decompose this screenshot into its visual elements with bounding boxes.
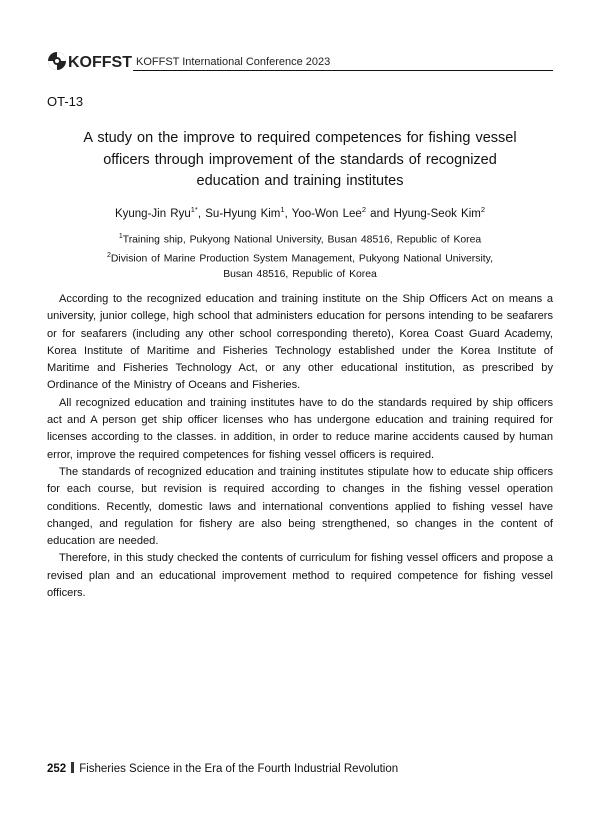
abstract-paragraph: All recognized education and training institutes have to do the standards required by ship officers act and A person get ship officer licenses who has undergone education and training required for licenses according to the classes. in addition, in order to reduce marine accidents caused by human error, improve the required competences for fishing vessel officers is required.	[47, 396, 553, 461]
author-affil-mark: 1	[280, 205, 285, 214]
author-separator: ,	[197, 207, 206, 220]
page-footer	[47, 762, 398, 775]
title-line: A study on the improve to required competences for fishing vessel	[83, 130, 517, 146]
book-title: Fisheries Science in the Era of the Fourth Industrial Revolution	[79, 763, 399, 775]
logo-wordmark: KOFFST	[68, 54, 132, 71]
footer-bar-divider	[71, 762, 74, 773]
affil-text: Busan 48516, Republic of Korea	[223, 268, 377, 280]
title-line: education and training institutes	[196, 173, 404, 189]
author-affil-mark: 2	[480, 205, 486, 214]
author-separator: ,	[284, 207, 292, 220]
author-name: Su-Hyung Kim	[205, 207, 281, 220]
author-name: Yoo-Won Lee	[291, 207, 362, 220]
paper-title	[70, 128, 530, 193]
author-affil-mark: 2	[361, 205, 366, 214]
affiliation-line	[60, 229, 540, 248]
title-line: officers through improvement of the standards of recognized	[103, 151, 497, 168]
affiliations	[60, 229, 540, 282]
abstract-body	[47, 291, 553, 602]
page-header	[47, 51, 553, 73]
affil-text: Training ship, Pukyong National University, Busan 48516, Republic of Korea	[122, 234, 482, 246]
affiliation-line	[60, 267, 540, 283]
koffst-logo	[47, 51, 133, 71]
page-number: 252	[47, 763, 67, 775]
author-name: Hyung-Seok Kim	[393, 207, 481, 220]
author-name: Kyung-Jin Ryu	[114, 207, 191, 220]
author-affil-mark: 1*	[190, 205, 198, 214]
koffst-swirl-icon	[48, 52, 66, 70]
paper-code: OT-13	[47, 94, 84, 109]
author-separator: and	[365, 207, 394, 220]
author-list	[47, 205, 553, 220]
affil-mark: 1	[118, 233, 123, 240]
header-rule	[133, 70, 553, 71]
abstract-paragraph: According to the recognized education and training institute on the Ship Officers Act on means a university, junior college, high school that administers education for persons intending to be seafarers or for seafarers (including any other school corresponding thereto), Korea Coast Guard Academy, Korea Institute of Maritime and Fisheries Technology established under the Korea Institute of Maritime and Fisheries Technology Act, or any other educational institution, as prescribed by Ordinance of the Ministry of Oceans and Fisheries.	[47, 293, 553, 392]
abstract-paragraph: The standards of recognized education and training institutes stipulate how to educate ship officers for each course, but revision is required according to changes in the fishing vessel operation conditions. Recently, domestic laws and international conventions applied to fishing vessel have changed, and regulation for fishery are also being strengthened, so changes in the content of education are needed.	[47, 465, 553, 548]
conference-name: KOFFST International Conference 2023	[136, 56, 331, 68]
abstract-paragraph: Therefore, in this study checked the contents of curriculum for fishing vessel officers and propose a revised plan and an educational improvement method to required competence for fishing vessel officers.	[47, 552, 553, 600]
affiliation-line	[60, 248, 540, 267]
affil-mark: 2	[107, 251, 111, 259]
affil-text: Division of Marine Production System Management, Pukyong National University,	[110, 253, 493, 265]
